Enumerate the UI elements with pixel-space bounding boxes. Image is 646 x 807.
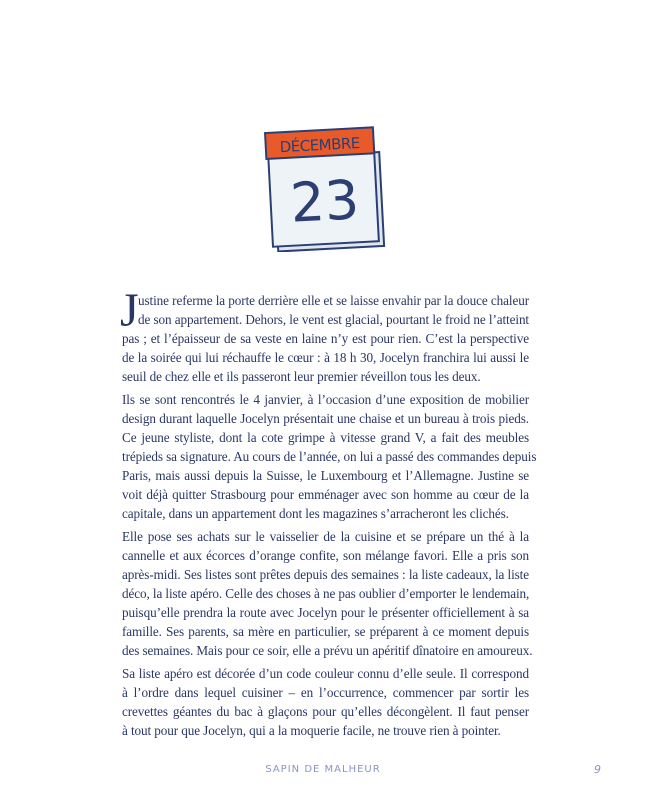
- calendar-day: 23: [288, 168, 361, 235]
- text-line: trépieds sa signature. Au cours de l’année, on lui a passé des commandes depuis: [122, 449, 537, 465]
- text-line: cannelle et aux écorces d’orange confite, son mélange favori. Elle a pris son: [122, 548, 529, 563]
- text-line: après-midi. Ses listes sont prêtes depuis des semaines : la liste cadeaux, la liste: [122, 567, 529, 583]
- text-line: pas ; et l’épaisseur de sa veste en laine n’y est pour rien. C’est la perspective: [122, 331, 529, 347]
- text-line: de la soirée qui lui réchauffe le cœur : à 18 h 30, Jocelyn franchira lui aussi le: [122, 350, 529, 366]
- text-line: déco, la liste apéro. Celle des choses à ne pas oublier d’emporter le lendemain,: [122, 586, 530, 602]
- text-line: Ils se sont rencontrés le 4 janvier, à l’occasion d’une exposition de mobilier: [122, 391, 529, 407]
- text-line: à tout pour que Jocelyn, qui a la moquerie facile, ne trouve rien à pointer.: [122, 723, 501, 739]
- calendar-illustration: [258, 124, 390, 252]
- text-line: puisqu’elle prendra la route avec Jocelyn pour le présenter officiellement à sa: [122, 605, 529, 621]
- text-line: Elle pose ses achats sur le vaisselier de la cuisine et se prépare un thé à la: [122, 528, 529, 544]
- calendar-month: DÉCEMBRE: [279, 134, 361, 157]
- text-line: voit déjà quitter Strasbourg pour emménager avec son homme au cœur de la: [122, 487, 529, 503]
- text-line: design durant laquelle Jocelyn présentait une chaise et un bureau à trois pieds.: [122, 410, 529, 426]
- text-line: de son appartement. Dehors, le vent est glacial, pourtant le froid ne l’atteint: [138, 312, 529, 328]
- text-line: Sa liste apéro est décorée d’un code couleur connu d’elle seule. Il correspond: [122, 665, 529, 681]
- text-line: ustine referme la porte derrière elle et se laisse envahir par la douce chaleur: [138, 293, 529, 308]
- page-number: 9: [594, 763, 601, 776]
- body-text: [120, 284, 537, 744]
- text-line: à l’ordre dans lequel cuisiner – en l’occurrence, commencer par sortir les: [122, 685, 529, 701]
- drop-cap: J: [120, 284, 139, 337]
- text-line: capitale, dans un appartement dont les magazines s’arracheront les clichés.: [122, 506, 509, 522]
- text-line: Paris, mais aussi depuis la Suisse, le Luxembourg et l’Allemagne. Justine se: [122, 468, 529, 484]
- running-footer-title: SAPIN DE MALHEUR: [265, 764, 381, 775]
- paragraph: [122, 390, 537, 524]
- text-line: des semaines. Mais pour ce soir, elle a prévu un apéritif dînatoire en amoureux.: [122, 643, 533, 659]
- paragraph: [122, 664, 529, 740]
- text-line: crevettes géantes du bac à glaçons pour qu’elles décongèlent. Il faut penser: [122, 704, 529, 720]
- text-line: famille. Ses parents, sa mère en particulier, se préparent à ce moment depuis: [122, 624, 529, 640]
- text-line: seuil de chez elle et ils passeront leur premier réveillon tous les deux.: [122, 369, 481, 385]
- text-line: Ce jeune styliste, dont la cote grimpe à vitesse grand V, a fait des meubles: [122, 430, 529, 446]
- paragraph: [122, 291, 529, 386]
- paragraph: [122, 527, 533, 661]
